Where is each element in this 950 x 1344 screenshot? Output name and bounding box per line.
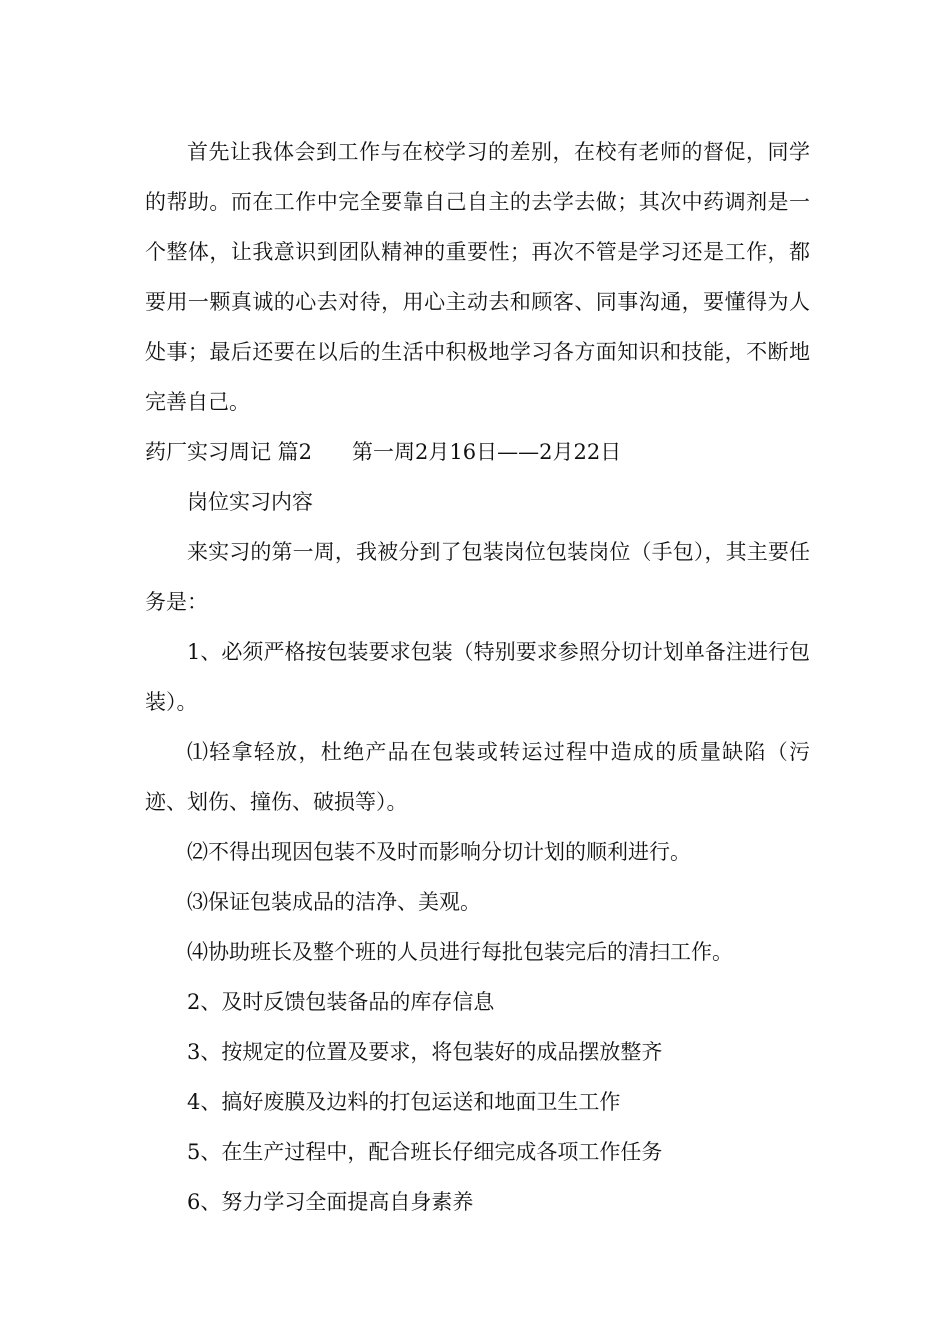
body-paragraph: 5、在生产过程中，配合班长仔细完成各项工作任务 xyxy=(187,1140,663,1164)
subheading: 岗位实习内容 xyxy=(187,490,313,514)
body-paragraph: 3、按规定的位置及要求，将包装好的成品摆放整齐 xyxy=(187,1040,663,1064)
body-paragraph: ⑷协助班长及整个班的人员进行每批包装完后的清扫工作。 xyxy=(187,940,733,964)
section-title: 药厂实习周记 篇2 xyxy=(145,440,313,464)
body-paragraph: 1、必须严格按包装要求包装（特别要求参照分切计划单备注进行包装）。 xyxy=(145,640,810,714)
body-paragraph: ⑵不得出现因包装不及时而影响分切计划的顺利进行。 xyxy=(187,840,691,864)
body-paragraph: 2、及时反馈包装备品的库存信息 xyxy=(187,990,495,1014)
body-paragraph: 来实习的第一周，我被分到了包装岗位包装岗位（手包），其主要任务是： xyxy=(145,540,810,614)
body-paragraph: ⑴轻拿轻放，杜绝产品在包装或转运过程中造成的质量缺陷（污迹、划伤、撞伤、破损等）。 xyxy=(145,740,810,814)
section-heading xyxy=(145,427,810,477)
body-paragraph: 4、搞好废膜及边料的打包运送和地面卫生工作 xyxy=(187,1090,621,1114)
document-page xyxy=(145,127,810,1227)
section-week: 第一周2月16日——2月22日 xyxy=(352,440,622,464)
body-paragraph: ⑶保证包装成品的洁净、美观。 xyxy=(187,890,481,914)
intro-paragraph: 首先让我体会到工作与在校学习的差别，在校有老师的督促，同学的帮助。而在工作中完全要靠自己自主的去学去做；其次中药调剂是一个整体，让我意识到团队精神的重要性；再次不管是学习还是工作，都要用一颗真诚的心去对待，用心主动去和顾客、同事沟通，要懂得为人处事；最后还要在以后的生活中积极地学习各方面知识和技能，不断地完善自己。 xyxy=(145,140,810,414)
body-paragraph: 6、努力学习全面提高自身素养 xyxy=(187,1190,474,1214)
